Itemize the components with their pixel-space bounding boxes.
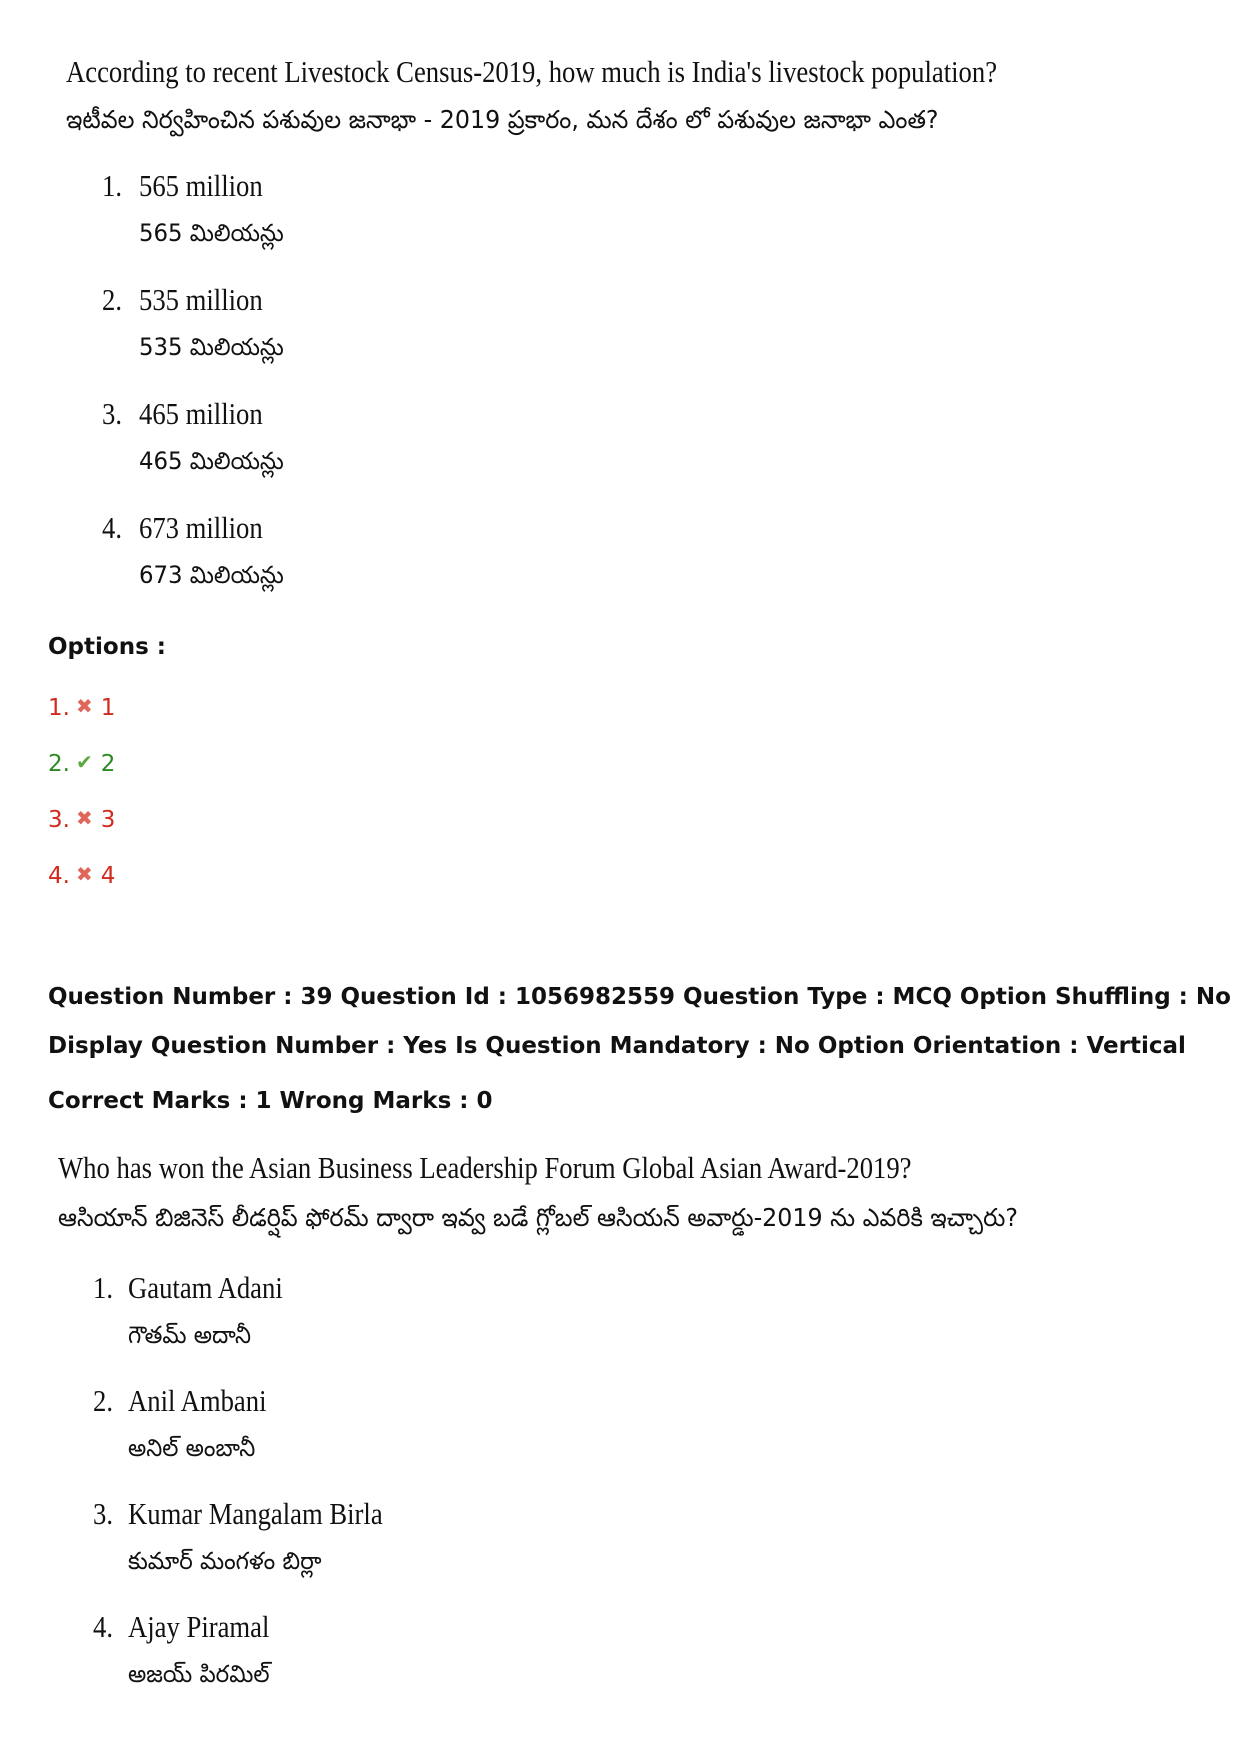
option-text-te: 565 మిలియన్లు xyxy=(139,219,284,247)
cross-icon: ✖ xyxy=(75,806,93,830)
options-label: Options : xyxy=(48,634,166,660)
cross-icon: ✖ xyxy=(75,862,93,886)
option-text-te: 465 మిలియన్లు xyxy=(139,447,284,475)
option-text-te: గౌతమ్ అదానీ xyxy=(128,1321,251,1349)
question-1-text-te: ఇటీవల నిర్వహించిన పశువుల జనాభా - 2019 ప్రకారం, మన దేశం లో పశువుల జనాభా ఎంత? xyxy=(66,105,939,134)
option-text-en: Ajay Piramal xyxy=(128,1609,270,1644)
option-number: 1. xyxy=(102,168,122,203)
option-text-te: కుమార్ మంగళం బిర్లా xyxy=(128,1547,322,1575)
option-text-te: అజయ్ పిరమిల్ xyxy=(128,1660,270,1688)
check-icon: ✔ xyxy=(75,750,93,774)
option-text-en: 535 million xyxy=(139,282,263,317)
answer-prefix: 1. xyxy=(48,695,70,721)
answer-value: 2 xyxy=(100,751,116,777)
answer-option-2 xyxy=(48,745,115,779)
option-number: 2. xyxy=(102,282,122,317)
option-text-en: Gautam Adani xyxy=(128,1270,283,1305)
question-meta-line-3: Correct Marks : 1 Wrong Marks : 0 xyxy=(48,1088,493,1114)
option-number: 4. xyxy=(102,510,122,545)
option-text-en: 673 million xyxy=(139,510,263,545)
option-number: 1. xyxy=(93,1270,113,1305)
answer-prefix: 2. xyxy=(48,751,70,777)
answer-prefix: 4. xyxy=(48,863,70,889)
option-number: 3. xyxy=(102,396,122,431)
option-text-en: Anil Ambani xyxy=(128,1383,267,1418)
cross-icon: ✖ xyxy=(75,694,93,718)
option-number: 3. xyxy=(93,1496,113,1531)
question-meta-line-2: Display Question Number : Yes Is Question Mandatory : No Option Orientation : Vertical xyxy=(48,1033,1186,1059)
option-number: 4. xyxy=(93,1609,113,1644)
option-text-en: 565 million xyxy=(139,168,263,203)
answer-option-4 xyxy=(48,857,115,891)
option-text-te: 535 మిలియన్లు xyxy=(139,333,284,361)
question-1-text-en: According to recent Livestock Census-2019, how much is India's livestock population? xyxy=(66,54,998,89)
answer-value: 3 xyxy=(100,807,116,833)
answer-option-1 xyxy=(48,689,115,723)
answer-prefix: 3. xyxy=(48,807,70,833)
question-2-text-en: Who has won the Asian Business Leadership Forum Global Asian Award-2019? xyxy=(58,1150,912,1185)
option-text-te: అనిల్ అంబానీ xyxy=(128,1434,256,1462)
answer-value: 1 xyxy=(100,695,116,721)
option-text-en: 465 million xyxy=(139,396,263,431)
answer-value: 4 xyxy=(100,863,116,889)
option-number: 2. xyxy=(93,1383,113,1418)
question-2-text-te: ఆసియాన్ బిజినెస్ లీడర్షిప్ ఫోరమ్ ద్వారా ఇవ్వ బడే గ్లోబల్ ఆసియన్ అవార్డు-2019 ను ఎవరికి ఇచ్చారు? xyxy=(58,1203,1018,1232)
answer-option-3 xyxy=(48,801,115,835)
option-text-te: 673 మిలియన్లు xyxy=(139,561,284,589)
option-text-en: Kumar Mangalam Birla xyxy=(128,1496,383,1531)
question-meta-line-1: Question Number : 39 Question Id : 1056982559 Question Type : MCQ Option Shuffling : No xyxy=(48,984,1231,1010)
